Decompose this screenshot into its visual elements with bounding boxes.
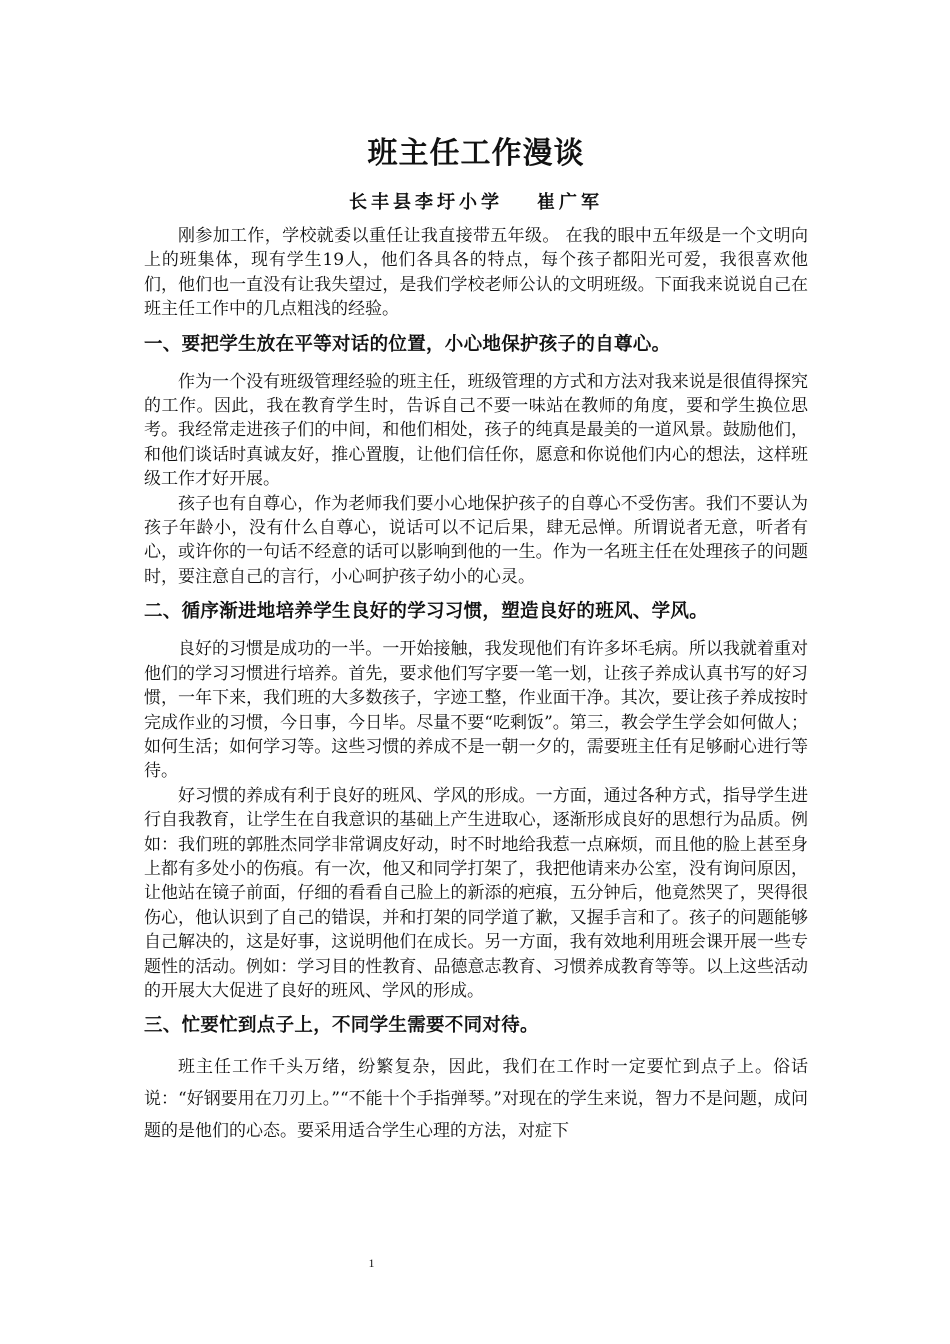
- author-name: 崔广军: [537, 192, 603, 213]
- section-1-paragraph-1: 作为一个没有班级管理经验的班主任，班级管理的方式和方法对我来说是很值得探究的工作。因此，我在教育学生时，告诉自己不要一味站在教师的角度，要和学生换位思考。我经常走进孩子们的中间，和他们相处，孩子的纯真是最美的一道风景。鼓励他们，和他们谈话时真诚友好，推心置腹，让他们信任你，愿意和你说他们内心的想法，这样班级工作才好开展。: [144, 371, 808, 490]
- section-1-paragraph-2: 孩子也有自尊心，作为老师我们要小心地保护孩子的自尊心不受伤害。我们不要认为孩子年龄小，没有什么自尊心，说话可以不记后果，肆无忌惮。所谓说者无意，听者有心，或许你的一句话不经意的话可以影响到他的一生。作为一名班主任在处理孩子的问题时，要注意自己的言行，小心呵护孩子幼小的心灵。: [144, 493, 808, 587]
- document-page: [144, 128, 808, 1147]
- page-number: 1: [368, 1256, 375, 1270]
- section-2-heading: 二、循序渐进地培养学生良好的学习习惯，塑造良好的班风、学风。: [144, 601, 709, 623]
- section-2-paragraph-1: 良好的习惯是成功的一半。一开始接触，我发现他们有许多坏毛病。所以我就着重对他们的学习习惯进行培养。首先，要求他们写字要一笔一划，让孩子养成认真书写的好习惯，一年下来，我们班的大多数孩子，字迹工整，作业面干净。其次，要让孩子养成按时完成作业的习惯，今日事，今日毕。尽量不要“吃剩饭”。第三，教会学生学会如何做人；如何生活；如何学习等。这些习惯的养成不是一朝一夕的，需要班主任有足够耐心进行等待。: [144, 639, 808, 782]
- section-1-heading: 一、要把学生放在平等对话的位置，小心地保护孩子的自尊心。: [144, 333, 671, 355]
- intro-paragraph: 刚参加工作，学校就委以重任让我直接带五年级。 在我的眼中五年级是一个文明向上的班集体，现有学生19人，他们各具各的特点，每个孩子都阳光可爱，我很喜欢他们，他们也一直没有让我失望过，是我们学校老师公认的文明班级。下面我来说说自己在班主任工作中的几点粗浅的经验。: [144, 226, 808, 320]
- section-2-paragraph-2: 好习惯的养成有利于良好的班风、学风的形成。一方面，通过各种方式，指导学生进行自我教育，让学生在自我意识的基础上产生进取心，逐渐形成良好的思想行为品质。例如：我们班的郭胜杰同学非常调皮好动，时不时地给我惹一点麻烦，而且他的脸上甚至身上都有多处小的伤痕。有一次，他又和同学打架了，我把他请来办公室，没有询问原因，让他站在镜子前面，仔细的看看自己脸上的新添的疤痕，五分钟后，他竟然哭了，哭得很伤心，他认识到了自己的错误，并和打架的同学道了歉，又握手言和了。孩子的问题能够自己解决的，这是好事，这说明他们在成长。另一方面，我有效地利用班会课开展一些专题性的活动。例如：学习目的性教育、品德意志教育、习惯养成教育等等。以上这些活动的开展大大促进了良好的班风、学风的形成。: [144, 785, 808, 1001]
- document-title: 班主任工作漫谈: [367, 136, 585, 171]
- author-line: [144, 188, 808, 218]
- section-3-heading: 三、忙要忙到点子上，不同学生需要不同对待。: [144, 1015, 539, 1037]
- author-school: 长丰县李圩小学: [349, 192, 503, 213]
- section-3-paragraph-1: 班主任工作千头万绪，纷繁复杂，因此，我们在工作时一定要忙到点子上。俗话说：“好钢要用在刀刃上。”“不能十个手指弹琴。”对现在的学生来说，智力不是问题，成问题的是他们的心态。要采用适合学生心理的方法，对症下: [144, 1057, 808, 1142]
